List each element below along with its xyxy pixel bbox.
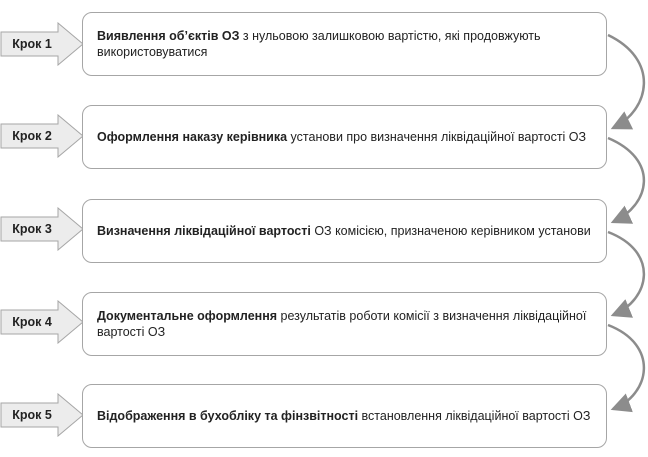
step-3-bold: Визначення ліквідаційної вартості xyxy=(97,224,311,238)
step-3-rest: ОЗ комісією, призначеною керівником установи xyxy=(310,224,591,238)
step-1-text xyxy=(97,28,592,60)
step-4-arrow xyxy=(0,300,84,344)
connector-3-4 xyxy=(608,232,644,315)
step-4-bold: Документальне оформлення xyxy=(97,309,278,323)
step-4-label: Крок 4 xyxy=(12,315,52,329)
step-5-rest: встановлення ліквідаційної вартості ОЗ xyxy=(358,409,591,423)
step-1-bold: Виявлення об’єктів ОЗ xyxy=(97,29,240,43)
step-4-text xyxy=(97,308,592,340)
step-2-bold: Оформлення наказу керівника xyxy=(97,130,288,144)
step-5-arrow xyxy=(0,393,84,437)
step-2-rest: установи про визначення ліквідаційної вартості ОЗ xyxy=(287,130,587,144)
step-5-label: Крок 5 xyxy=(12,408,52,422)
connector-1-2 xyxy=(608,35,644,128)
step-2-label: Крок 2 xyxy=(12,129,52,143)
step-1-arrow xyxy=(0,22,84,66)
step-2-arrow xyxy=(0,114,84,158)
step-3-text xyxy=(97,223,591,239)
step-1-label: Крок 1 xyxy=(12,37,52,51)
connector-4-5 xyxy=(608,325,644,409)
step-2-box xyxy=(82,105,607,169)
step-5-box xyxy=(82,384,607,448)
step-3-label: Крок 3 xyxy=(12,222,52,236)
step-1-rest: з нульовою залишковою вартістю, які продовжують використовуватися xyxy=(97,29,541,59)
connector-2-3 xyxy=(608,138,644,222)
step-4-rest: результатів роботи комісії з визначення ліквідаційної вартості ОЗ xyxy=(97,309,587,339)
step-5-bold: Відображення в бухобліку та фінзвітності xyxy=(97,409,359,423)
step-5-text xyxy=(97,408,590,424)
step-4-box xyxy=(82,292,607,356)
step-1-box xyxy=(82,12,607,76)
step-2-text xyxy=(97,129,586,145)
step-3-box xyxy=(82,199,607,263)
step-3-arrow xyxy=(0,207,84,251)
